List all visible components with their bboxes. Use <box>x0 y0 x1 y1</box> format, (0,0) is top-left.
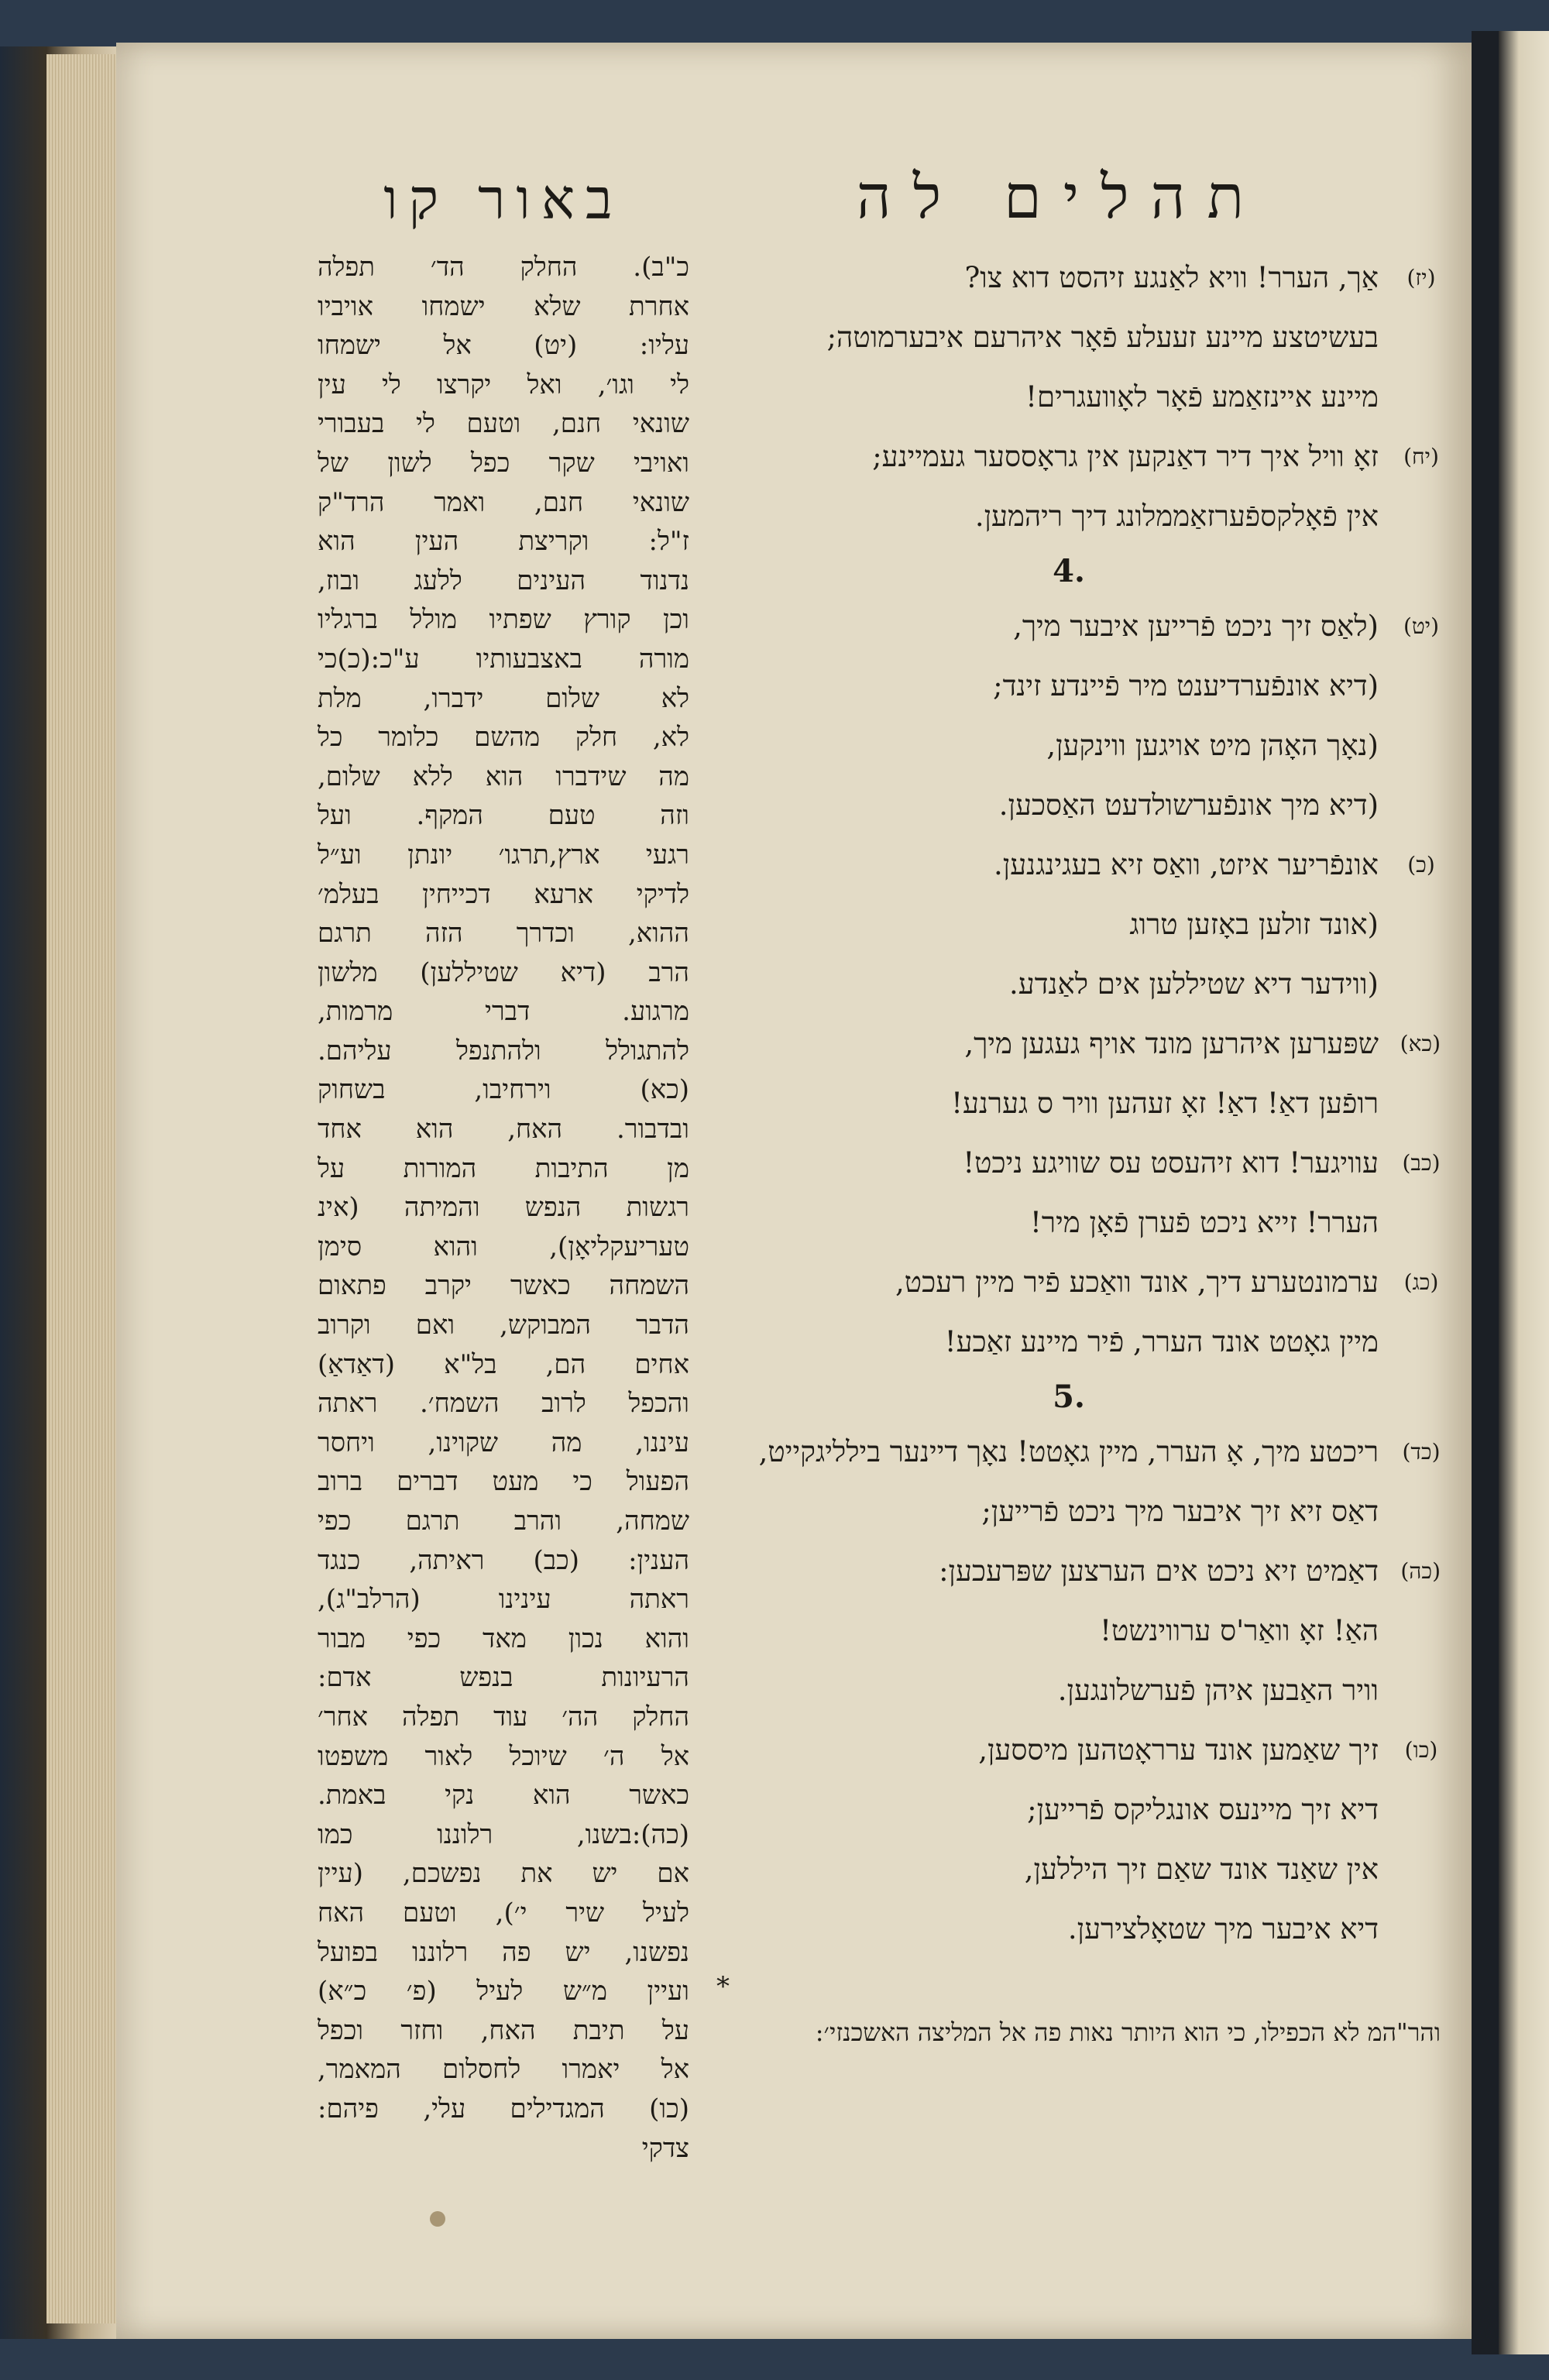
commentary-line: נדנוד העינים ללעג ובוז, <box>318 565 689 596</box>
verse-line <box>697 1899 1441 1959</box>
verse-text: מיינע איינזאַמע פֿאָר לאָוועגרים! <box>1025 380 1379 414</box>
verse-text: (נאָך האָהן מיט אויגען ווינקען, <box>1046 729 1379 762</box>
verse-number: (כב) <box>1402 1150 1441 1176</box>
commentary-line: מורה באצבעותיו ע"כ:(כ)כי <box>318 643 689 675</box>
verse-text: שפּערען איהרען מונד אויף געגען מיך, <box>964 1027 1379 1060</box>
verse-text: בעשיטצע מיינע זעעלע פֿאָר איהרעם איבערמוטה; <box>826 321 1379 354</box>
verse-text: דאַמיט זיא ניכט אים הערצען שפּרעכען: <box>939 1554 1379 1588</box>
verse-line <box>697 716 1441 775</box>
footnote-marker: * <box>716 1971 730 2002</box>
verse-text: אין פֿאָלקספֿערזאַממלונג דיך ריהמען. <box>974 500 1379 533</box>
verse-number: (כג) <box>1403 1269 1439 1295</box>
verse-line <box>697 486 1441 546</box>
commentary-line: לי וגו׳, ואל יקרצו לי עין <box>318 369 689 400</box>
verse-line <box>697 954 1441 1014</box>
commentary-line: אחים הם, בל"א (דאַדאַ) <box>318 1348 689 1380</box>
verse-line <box>697 1601 1441 1661</box>
commentary-line: וזה טעם המקף. ועל <box>318 800 689 832</box>
verse-text: דיא איבער מיך שטאָלצירען. <box>1067 1912 1379 1946</box>
commentary-line: על תיבת האח, וחזר וכפל <box>318 2014 689 2046</box>
verse-line <box>697 1720 1441 1780</box>
verse-number: (כו) <box>1404 1737 1438 1763</box>
commentary-line: צדקי <box>641 2132 689 2164</box>
commentary-line: השמחה כאשר יקרב פתאום <box>318 1270 689 1302</box>
commentary-line: רגשות הנפש והמיתה (אינ <box>318 1192 689 1224</box>
verse-line <box>697 1193 1441 1252</box>
commentary-line: וכן קורץ שפתיו מולל ברגליו <box>318 604 689 636</box>
commentary-line: כאשר הוא נקי באמת. <box>318 1780 689 1812</box>
verse-line <box>697 596 1441 656</box>
commentary-line: (כה):בשנו, רלוננו כמו <box>318 1818 689 1850</box>
commentary-line: והוא נכון מאד כפי מבור <box>318 1623 689 1654</box>
paper-stain <box>430 2211 445 2227</box>
verse-line <box>697 427 1441 486</box>
commentary-line: הענין: (כב) ראיתה, כנגד <box>318 1544 689 1576</box>
commentary-line: ראתה עינינו (הרלב"ג), <box>318 1584 689 1616</box>
verse-line <box>697 307 1441 367</box>
verse-number: (כ) <box>1407 852 1435 877</box>
commentary-title: באור קו <box>383 167 623 232</box>
verse-number: (יט) <box>1403 613 1440 639</box>
page-edges <box>46 54 124 2323</box>
commentary-line: ובדבור. האח, הוא אחד <box>318 1114 689 1145</box>
commentary-line: החלק הה׳ עוד תפלה אחר׳ <box>318 1701 689 1733</box>
verse-text: אונפֿריער איזט, וואַס זיא בעגינגנען. <box>994 848 1379 881</box>
book-gutter <box>1472 31 1499 2354</box>
verse-text: ערמונטערע דיך, אונד וואַכע פֿיר מיין רעכט, <box>895 1266 1379 1299</box>
verse-number: (יז) <box>1406 265 1436 290</box>
commentary-line: ז"ל: וקריצת העין הוא <box>318 526 689 558</box>
verse-number: (יח) <box>1403 444 1439 469</box>
translation-column <box>697 248 1441 1959</box>
verse-line <box>697 1839 1441 1899</box>
commentary-line: ועיין מ״ש לעיל (פ׳ כ״א) <box>318 1976 689 2007</box>
verse-text: מיין גאָטט אונד הערר, פֿיר מיינע זאַכע! <box>944 1325 1379 1358</box>
commentary-line: שונאי חנם, וטעם לי בעבורי <box>318 408 689 440</box>
verse-text: דיא זיך מיינעס אונגליקס פֿרייען; <box>1027 1793 1379 1826</box>
section-number: 4. <box>1053 553 1085 589</box>
commentary-line: מן התיבות המורות על <box>318 1152 689 1184</box>
commentary-line: הרעיונות בנפש אדם: <box>318 1662 689 1694</box>
verse-text: (לאַס זיך ניכט פֿרייען איבער מיך, <box>1013 610 1379 643</box>
commentary-line: מרגוע. דברי מרמות, <box>318 996 689 1028</box>
commentary-line: לעיל שיר י׳), וטעם האח <box>318 1897 689 1928</box>
verse-line <box>697 1252 1441 1312</box>
commentary-line: (כא) וירחיבו, בשחוק <box>318 1074 689 1106</box>
verse-text: (דיא אונפֿערדיענט מיר פֿיינדע זינד; <box>993 669 1379 702</box>
commentary-line: עיננו, מה שקוינו, ויחסר <box>318 1427 689 1458</box>
verse-line <box>697 1073 1441 1133</box>
verse-line <box>697 1133 1441 1193</box>
verse-text: אַך, הערר! וויא לאַנגע זיהסט דוא צו? <box>964 261 1379 294</box>
verse-line <box>697 656 1441 716</box>
verse-text: הערר! זייא ניכט פֿערן פֿאָן מיר! <box>1030 1206 1379 1239</box>
commentary-line: אם יש את נפשכם, (עיין <box>318 1858 689 1890</box>
commentary-line: והכפל לרוב השמח׳. ראתה <box>318 1388 689 1420</box>
commentary-line: נפשנו, יש פה רלוננו בפועל <box>318 1936 689 1968</box>
verse-number: (כא) <box>1400 1031 1441 1056</box>
commentary-line: אחרת שלא ישמחו אויביו <box>318 290 689 322</box>
verse-line <box>697 248 1441 307</box>
verse-number: (כד) <box>1402 1439 1441 1465</box>
commentary-line: ההוא, וכדרך הזה תרגם <box>318 918 689 950</box>
commentary-line: להתגולל ולהתנפל עליהם. <box>318 1035 689 1066</box>
verse-text: עוויגער! דוא זיהעסט עס שוויגע ניכט! <box>963 1146 1379 1180</box>
verse-line <box>697 895 1441 954</box>
verse-line <box>697 1312 1441 1372</box>
verse-text: זאָ וויל איך דיר דאַנקען אין גראָססער געמיינע; <box>872 440 1379 473</box>
commentary-line: לא, חלק מהשם כלומר כל <box>318 722 689 754</box>
footnote: והר"המ לא הכפילו, כי הוא היותר נאות פה אל המליצה האשכנזי׳: <box>815 2018 1441 2047</box>
verse-text: (ווידער דיא שטיללען אים לאַנדע. <box>1009 967 1379 1001</box>
verse-line <box>697 1422 1441 1482</box>
commentary-line: אל יאמרו לחסלום המאמר, <box>318 2054 689 2086</box>
commentary-line: הפעול כי מעט דברים ברוב <box>318 1466 689 1498</box>
commentary-column <box>318 248 689 2168</box>
verse-text: (דיא מיך אונפֿערשולדעט האַסכען. <box>998 788 1379 822</box>
commentary-line: טעריעקליאָן), והוא סימן <box>318 1231 689 1262</box>
section-number: 5. <box>1053 1379 1085 1415</box>
commentary-line: (כו) המגדילים עלי, פיהם: <box>318 2093 689 2124</box>
verse-number: (כה) <box>1400 1558 1441 1584</box>
commentary-line: אל ה׳ שיוכל לאור משפטו <box>318 1740 689 1772</box>
verse-text: ריכטע מיך, אָ הערר, מיין גאָטט! נאָך דיינער בילליגקייט, <box>758 1435 1379 1468</box>
verse-line <box>697 1482 1441 1541</box>
commentary-line: הרב (דיא שטיללען) מלשון <box>318 956 689 988</box>
commentary-line: לא שלום ידברו, מלת <box>318 682 689 714</box>
verse-line <box>697 367 1441 427</box>
verse-line <box>697 1661 1441 1720</box>
commentary-line: רגעי ארץ,תרגו׳ יונתן וע״ל <box>318 839 689 871</box>
verse-text: זיך שאַמען אונד ערראָטהען מיססען, <box>978 1733 1379 1767</box>
verse-text: האַ! זאָ וואַר'ס ערווינשט! <box>1100 1614 1379 1647</box>
next-page-edge <box>1499 31 1549 2354</box>
page-title: תהלים לה <box>856 163 1266 232</box>
verse-line <box>697 1541 1441 1601</box>
verse-text: רופֿען דאַ! דאַ! זאָ זעהען וויר ס גערנע! <box>951 1087 1379 1120</box>
verse-text: וויר האַבען איהן פֿערשלונגען. <box>1057 1674 1379 1707</box>
verse-text: אין שאַנד אונד שאַם זיך היללען, <box>1024 1853 1379 1886</box>
verse-line <box>697 1780 1441 1839</box>
commentary-line: עליו: (יט) אל ישמחו <box>318 330 689 362</box>
verse-text: דאַס זיא זיך איבער מיך ניכט פֿרייען; <box>981 1495 1379 1528</box>
commentary-line: ואויבי שקר כפל לשון של <box>318 447 689 479</box>
verse-text: (אונד זולען באָזען טרוג <box>1129 908 1379 941</box>
commentary-line: מה שידברו הוא ללא שלום, <box>318 761 689 792</box>
commentary-line: הדבר המבוקש, ואם וקרוב <box>318 1310 689 1341</box>
commentary-line: שמחה, והרב תרגם כפי <box>318 1506 689 1537</box>
commentary-line: כ"ב). החלק הד׳ תפלה <box>318 252 689 283</box>
verse-line <box>697 835 1441 895</box>
commentary-line: שונאי חנם, ואמר הרד"ק <box>318 486 689 518</box>
verse-line <box>697 1014 1441 1073</box>
verse-line <box>697 775 1441 835</box>
commentary-line: לדיקי ארעא דכייחין בעלמ׳ <box>318 878 689 910</box>
